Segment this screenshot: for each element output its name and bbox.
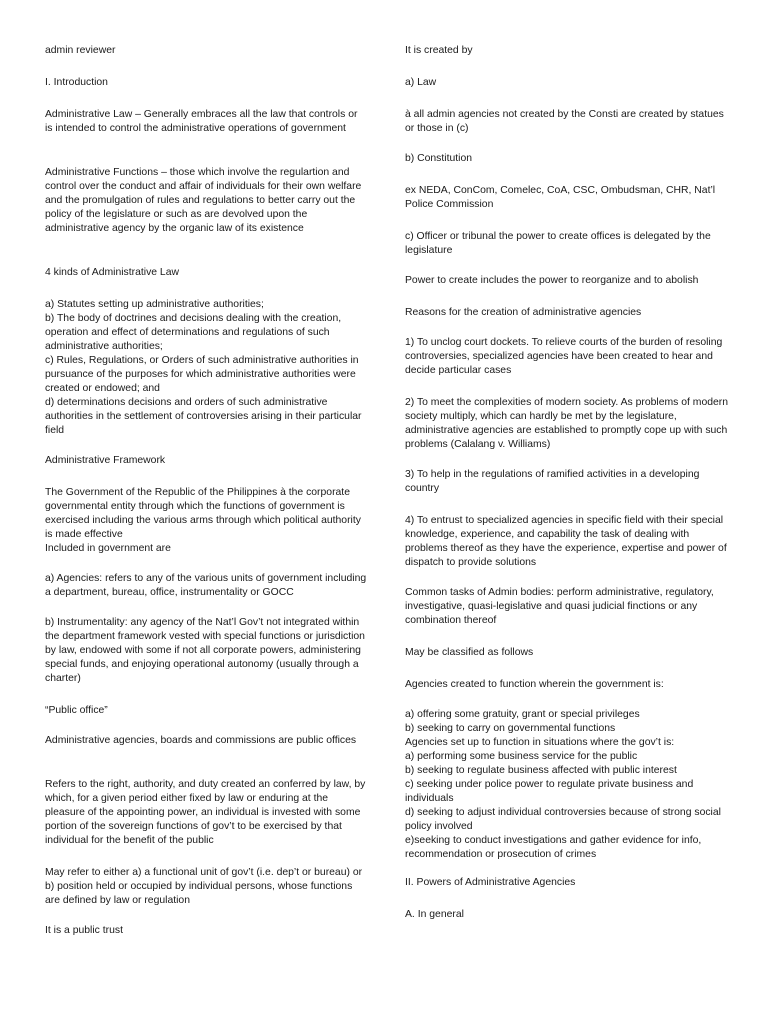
paragraph-administrative-functions: Administrative Functions – those which involve the regulartion and control over the conduct and affair of individuals for their own welfare and the promulgation of rules and regulations to better carry out the policy of the legislature or such as are devolved upon the administrative agency by the organic law of its existence: [45, 167, 362, 234]
paragraph-public-offices: Administrative agencies, boards and commissions are public offices: [45, 735, 357, 746]
subheading-classified: May be classified as follows: [405, 647, 534, 658]
paragraph-created-by-statutes: à all admin agencies not created by the Consti are created by statues or those in (c): [405, 109, 724, 134]
paragraph-government: The Government of the Republic of the Philippines à the corporate governmental entity through which the functions of government is exercised including the various arms through which political authority is made effective Included in government are: [45, 487, 361, 554]
paragraph-public-office-definition: Refers to the right, authority, and duty created an conferred by law, by which, for a given period either fixed by law or enduring at the pleasure of the appointing power, an individual is invested with some portion of the sovereign functions of gov’t to be exercised by that individual for the benefit of the public: [45, 779, 366, 846]
list-agency-classifications: a) offering some gratuity, grant or special privileges b) seeking to carry on governmental functions Agencies set up to function in situations where the gov’t is: a) performing some business service for the public b) seeking to regulate business affected with public interest c) seeking under police power to regulate private business and individuals d) seeking to adjust individual controversies because of strong social policy involved e)seeking to conduct investigations and gather evidence for info, recommendation or prosecution of crimes: [405, 709, 721, 860]
subheading-in-general: A. In general: [405, 909, 464, 920]
item-officer-or-tribunal: c) Officer or tribunal the power to create offices is delegated by the legislature: [405, 231, 711, 256]
paragraph-power-to-reorganize: Power to create includes the power to reorganize and to abolish: [405, 275, 699, 286]
reason-3: 3) To help in the regulations of ramified activities in a developing country: [405, 469, 700, 494]
paragraph-public-trust: It is a public trust: [45, 925, 123, 936]
paragraph-instrumentality: b) Instrumentality: any agency of the Nat’l Gov’t not integrated within the department framework vested with special functions or jurisdiction by law, endowed with some if not all corporate powers, administering special funds, and enjoying operational autonomy (usually through a charter): [45, 617, 365, 684]
paragraph-agencies: a) Agencies: refers to any of the various units of government including a department, bureau, office, instrumentality or GOCC: [45, 573, 367, 598]
item-constitution: b) Constitution: [405, 153, 472, 164]
subheading-reasons: Reasons for the creation of administrative agencies: [405, 307, 642, 318]
paragraph-constitutional-bodies: ex NEDA, ConCom, Comelec, CoA, CSC, Ombudsman, CHR, Nat’l Police Commission: [405, 185, 716, 210]
subheading-public-office: “Public office”: [45, 705, 108, 716]
reason-1: 1) To unclog court dockets. To relieve courts of the burden of resoling controversies, specialized agencies have been created to hear and decide particular cases: [405, 337, 723, 376]
section-heading-powers: II. Powers of Administrative Agencies: [405, 877, 576, 888]
paragraph-agencies-created: Agencies created to function wherein the government is:: [405, 679, 664, 690]
section-heading-introduction: I. Introduction: [45, 77, 108, 88]
paragraph-administrative-law: Administrative Law – Generally embraces all the law that controls or is intended to control the administrative operations of government: [45, 109, 358, 134]
item-law: a) Law: [405, 77, 437, 88]
subheading-administrative-framework: Administrative Framework: [45, 455, 166, 466]
reason-2: 2) To meet the complexities of modern society. As problems of modern society multiply, which can hardly be met by the legislature, administrative agencies are established to promptly cope up with such problems (Calalang v. Williams): [405, 397, 729, 450]
paragraph-common-tasks: Common tasks of Admin bodies: perform administrative, regulatory, investigative, quasi-legislative and quasi judicial finctions or any combination thereof: [405, 587, 714, 626]
reason-4: 4) To entrust to specialized agencies in specific field with their special knowledge, experience, and capability the task of dealing with problems thereof as they have the experience, expertise and power of dispatch to provide solutions: [405, 515, 727, 568]
paragraph-public-office-meaning: May refer to either a) a functional unit of gov’t (i.e. dep’t or bureau) or b) position held or occupied by individual persons, whose functions are defined by law or regulation: [45, 867, 363, 906]
doc-title: admin reviewer: [45, 45, 116, 56]
paragraph-created-by: It is created by: [405, 45, 473, 56]
list-kinds-of-law: a) Statutes setting up administrative authorities; b) The body of doctrines and decisions dealing with the creation, operation and effect of determinations and regulations of such administrative authorities; c) Rules, Regulations, or Orders of such administrative authorities in pursuance of the purposes for which administrative authorities were created or endowed; and d) determinations decisions and orders of such administrative authorities in the settlement of controversies arising in their particular field: [45, 299, 362, 436]
subheading-kinds-of-law: 4 kinds of Administrative Law: [45, 267, 179, 278]
